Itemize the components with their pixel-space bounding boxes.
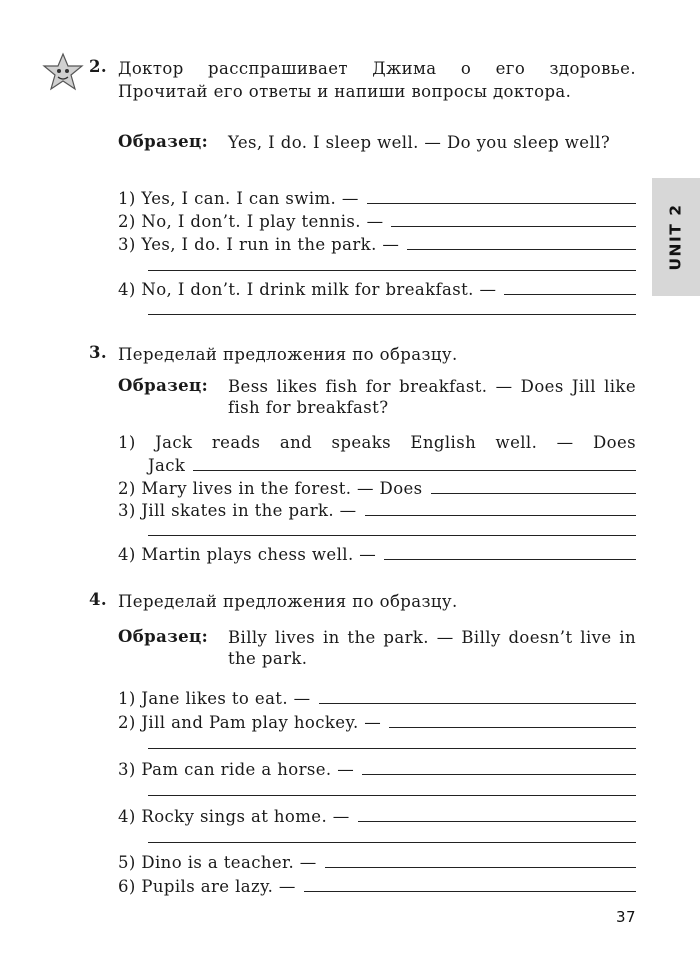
exercise-3-item-4: 4) Martin plays chess well. —	[118, 542, 636, 564]
answer-line[interactable]	[148, 314, 636, 315]
exercise-2-sample-label: Образец:	[118, 132, 209, 151]
exercise-4-item-1: 1) Jane likes to eat. —	[118, 686, 636, 708]
exercise-4-instruction: Переделай предложения по образцу.	[118, 592, 458, 611]
exercise-4-sample-label: Образец:	[118, 627, 209, 646]
exercise-3-sample-text: Bess likes fish for breakfast. — Does Jill like fish for breakfast?	[228, 377, 636, 417]
exercise-2-sample-text: Yes, I do. I sleep well. — Do you sleep well?	[228, 133, 611, 152]
exercise-4-item-5: 5) Dino is a teacher. —	[118, 850, 636, 872]
exercise-2-instruction: Доктор расспрашивает Джима о его здоровье. Прочитай его ответы и напиши вопросы доктора.	[118, 59, 636, 101]
exercise-3-item-3: 3) Jill skates in the park. —	[118, 498, 636, 520]
answer-line[interactable]	[319, 703, 636, 704]
exercise-3-sample-label: Образец:	[118, 376, 209, 395]
exercise-4-item-2: 2) Jill and Pam play hockey. —	[118, 710, 636, 732]
answer-line[interactable]	[148, 535, 636, 536]
exercise-4-item-4: 4) Rocky sings at home. —	[118, 804, 636, 826]
exercise-4-sample-text: Billy lives in the park. — Billy doesn’t live in the park.	[228, 628, 636, 668]
answer-line[interactable]	[391, 226, 636, 227]
answer-line[interactable]	[362, 774, 636, 775]
answer-line[interactable]	[148, 270, 636, 271]
exercise-3-number: 3.	[89, 343, 108, 362]
exercise-3-item-1-line-1: 1) Jack reads and speaks English well. — Does	[118, 433, 636, 452]
exercise-2-item-4: 4) No, I don’t. I drink milk for breakfast. —	[118, 277, 636, 299]
answer-line[interactable]	[367, 203, 636, 204]
exercise-3-instruction: Переделай предложения по образцу.	[118, 345, 458, 364]
answer-line[interactable]	[431, 493, 636, 494]
exercise-3-item-2: 2) Mary lives in the forest. — Does	[118, 476, 636, 498]
answer-line[interactable]	[365, 515, 636, 516]
exercise-3-item-1-line-2: Jack	[148, 453, 636, 475]
exercise-2-item-2: 2) No, I don’t. I play tennis. —	[118, 209, 636, 231]
exercise-4-number: 4.	[89, 590, 108, 609]
answer-line[interactable]	[384, 559, 636, 560]
exercise-4-item-6: 6) Pupils are lazy. —	[118, 874, 636, 896]
exercise-4-item-3: 3) Pam can ride a horse. —	[118, 757, 636, 779]
answer-line[interactable]	[389, 727, 636, 728]
answer-line[interactable]	[148, 795, 636, 796]
star-mascot-icon	[42, 52, 84, 92]
answer-line[interactable]	[193, 470, 636, 471]
answer-line[interactable]	[148, 842, 636, 843]
answer-line[interactable]	[325, 867, 636, 868]
answer-line[interactable]	[148, 748, 636, 749]
exercise-2-item-3: 3) Yes, I do. I run in the park. —	[118, 232, 636, 254]
exercise-2-item-1: 1) Yes, I can. I can swim. —	[118, 186, 636, 208]
answer-line[interactable]	[304, 891, 636, 892]
answer-line[interactable]	[358, 821, 636, 822]
answer-line[interactable]	[504, 294, 636, 295]
page-number: 37	[616, 908, 636, 926]
answer-line[interactable]	[407, 249, 636, 250]
exercise-2-number: 2.	[89, 57, 108, 76]
unit-side-tab: UNIT 2	[652, 178, 700, 296]
